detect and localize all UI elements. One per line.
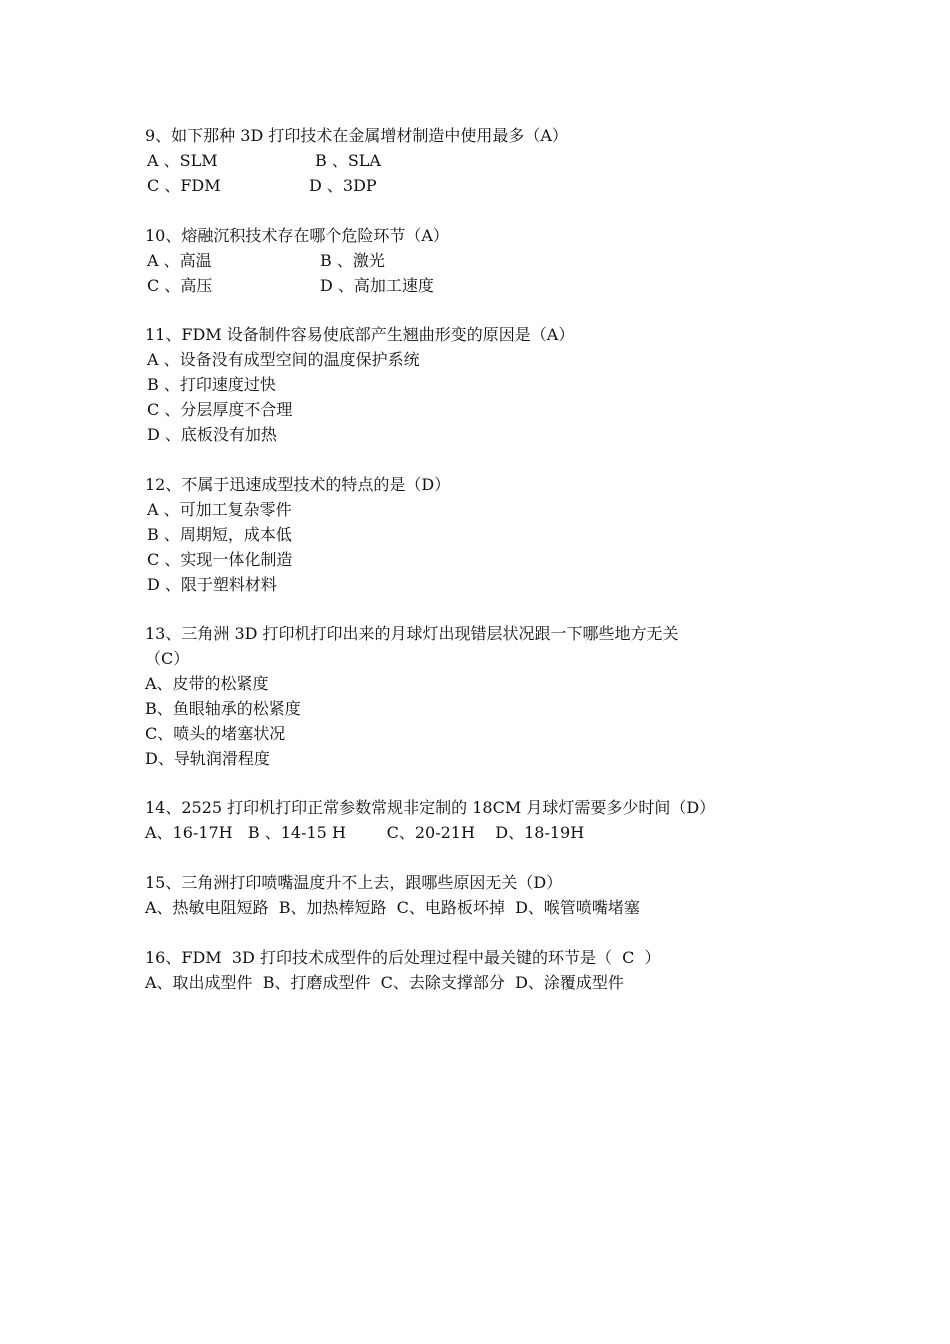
option-b: B 、激光 bbox=[320, 251, 385, 270]
option-a: A 、高温 bbox=[147, 251, 212, 270]
options-line: A、热敏电阻短路 B、加热棒短路 C、电路板坏掉 D、喉管喷嘴堵塞 bbox=[145, 898, 640, 917]
option-a: A 、SLM bbox=[147, 151, 218, 170]
question-stem-continued: （C） bbox=[145, 649, 190, 668]
question-12 bbox=[145, 472, 825, 597]
question-stem: 12、不属于迅速成型技术的特点的是（D） bbox=[145, 475, 451, 494]
question-stem: 14、2525 打印机打印正常参数常规非定制的 18CM 月球灯需要多少时间（D） bbox=[145, 798, 716, 817]
option-b: B、鱼眼轴承的松紧度 bbox=[145, 699, 301, 718]
option-c: C 、高压 bbox=[147, 276, 213, 295]
options-line: A、取出成型件 B、打磨成型件 C、去除支撑部分 D、涂覆成型件 bbox=[145, 973, 624, 992]
option-c: C 、分层厚度不合理 bbox=[147, 400, 293, 419]
option-row bbox=[145, 248, 825, 273]
question-stem: 11、FDM 设备制件容易使底部产生翘曲形变的原因是（A） bbox=[145, 325, 575, 344]
question-stem: 10、熔融沉积技术存在哪个危险环节（A） bbox=[145, 226, 449, 245]
option-c: C 、实现一体化制造 bbox=[147, 550, 293, 569]
option-row bbox=[145, 273, 825, 298]
option-b: B 、周期短，成本低 bbox=[147, 525, 292, 544]
option-c: C、喷头的堵塞状况 bbox=[145, 724, 286, 743]
option-a: A 、可加工复杂零件 bbox=[147, 500, 292, 519]
option-d: D 、高加工速度 bbox=[320, 276, 434, 295]
options-line: A、16-17H B 、14-15 H C、20-21H D、18-19H bbox=[145, 823, 585, 842]
option-a: A、皮带的松紧度 bbox=[145, 674, 269, 693]
question-13 bbox=[145, 621, 825, 771]
option-d: D 、3DP bbox=[309, 176, 377, 195]
question-11 bbox=[145, 322, 825, 447]
option-c: C 、FDM bbox=[147, 176, 221, 195]
option-d: D、导轨润滑程度 bbox=[145, 749, 270, 768]
option-a: A 、设备没有成型空间的温度保护系统 bbox=[147, 350, 420, 369]
question-9 bbox=[145, 123, 825, 198]
option-row bbox=[145, 148, 825, 173]
question-stem: 16、FDM 3D 打印技术成型件的后处理过程中最关键的环节是（ C ） bbox=[145, 948, 661, 967]
question-10 bbox=[145, 223, 825, 298]
question-stem: 15、三角洲打印喷嘴温度升不上去，跟哪些原因无关（D） bbox=[145, 873, 563, 892]
option-row bbox=[145, 173, 825, 198]
question-stem: 9、如下那种 3D 打印技术在金属增材制造中使用最多（A） bbox=[145, 126, 568, 145]
option-d: D 、限于塑料材料 bbox=[147, 575, 277, 594]
option-d: D 、底板没有加热 bbox=[147, 425, 277, 444]
question-stem: 13、三角洲 3D 打印机打印出来的月球灯出现错层状况跟一下哪些地方无关 bbox=[145, 624, 679, 643]
question-14 bbox=[145, 795, 825, 845]
option-b: B 、SLA bbox=[315, 151, 381, 170]
question-16 bbox=[145, 945, 825, 995]
option-b: B 、打印速度过快 bbox=[147, 375, 276, 394]
question-15 bbox=[145, 870, 825, 920]
